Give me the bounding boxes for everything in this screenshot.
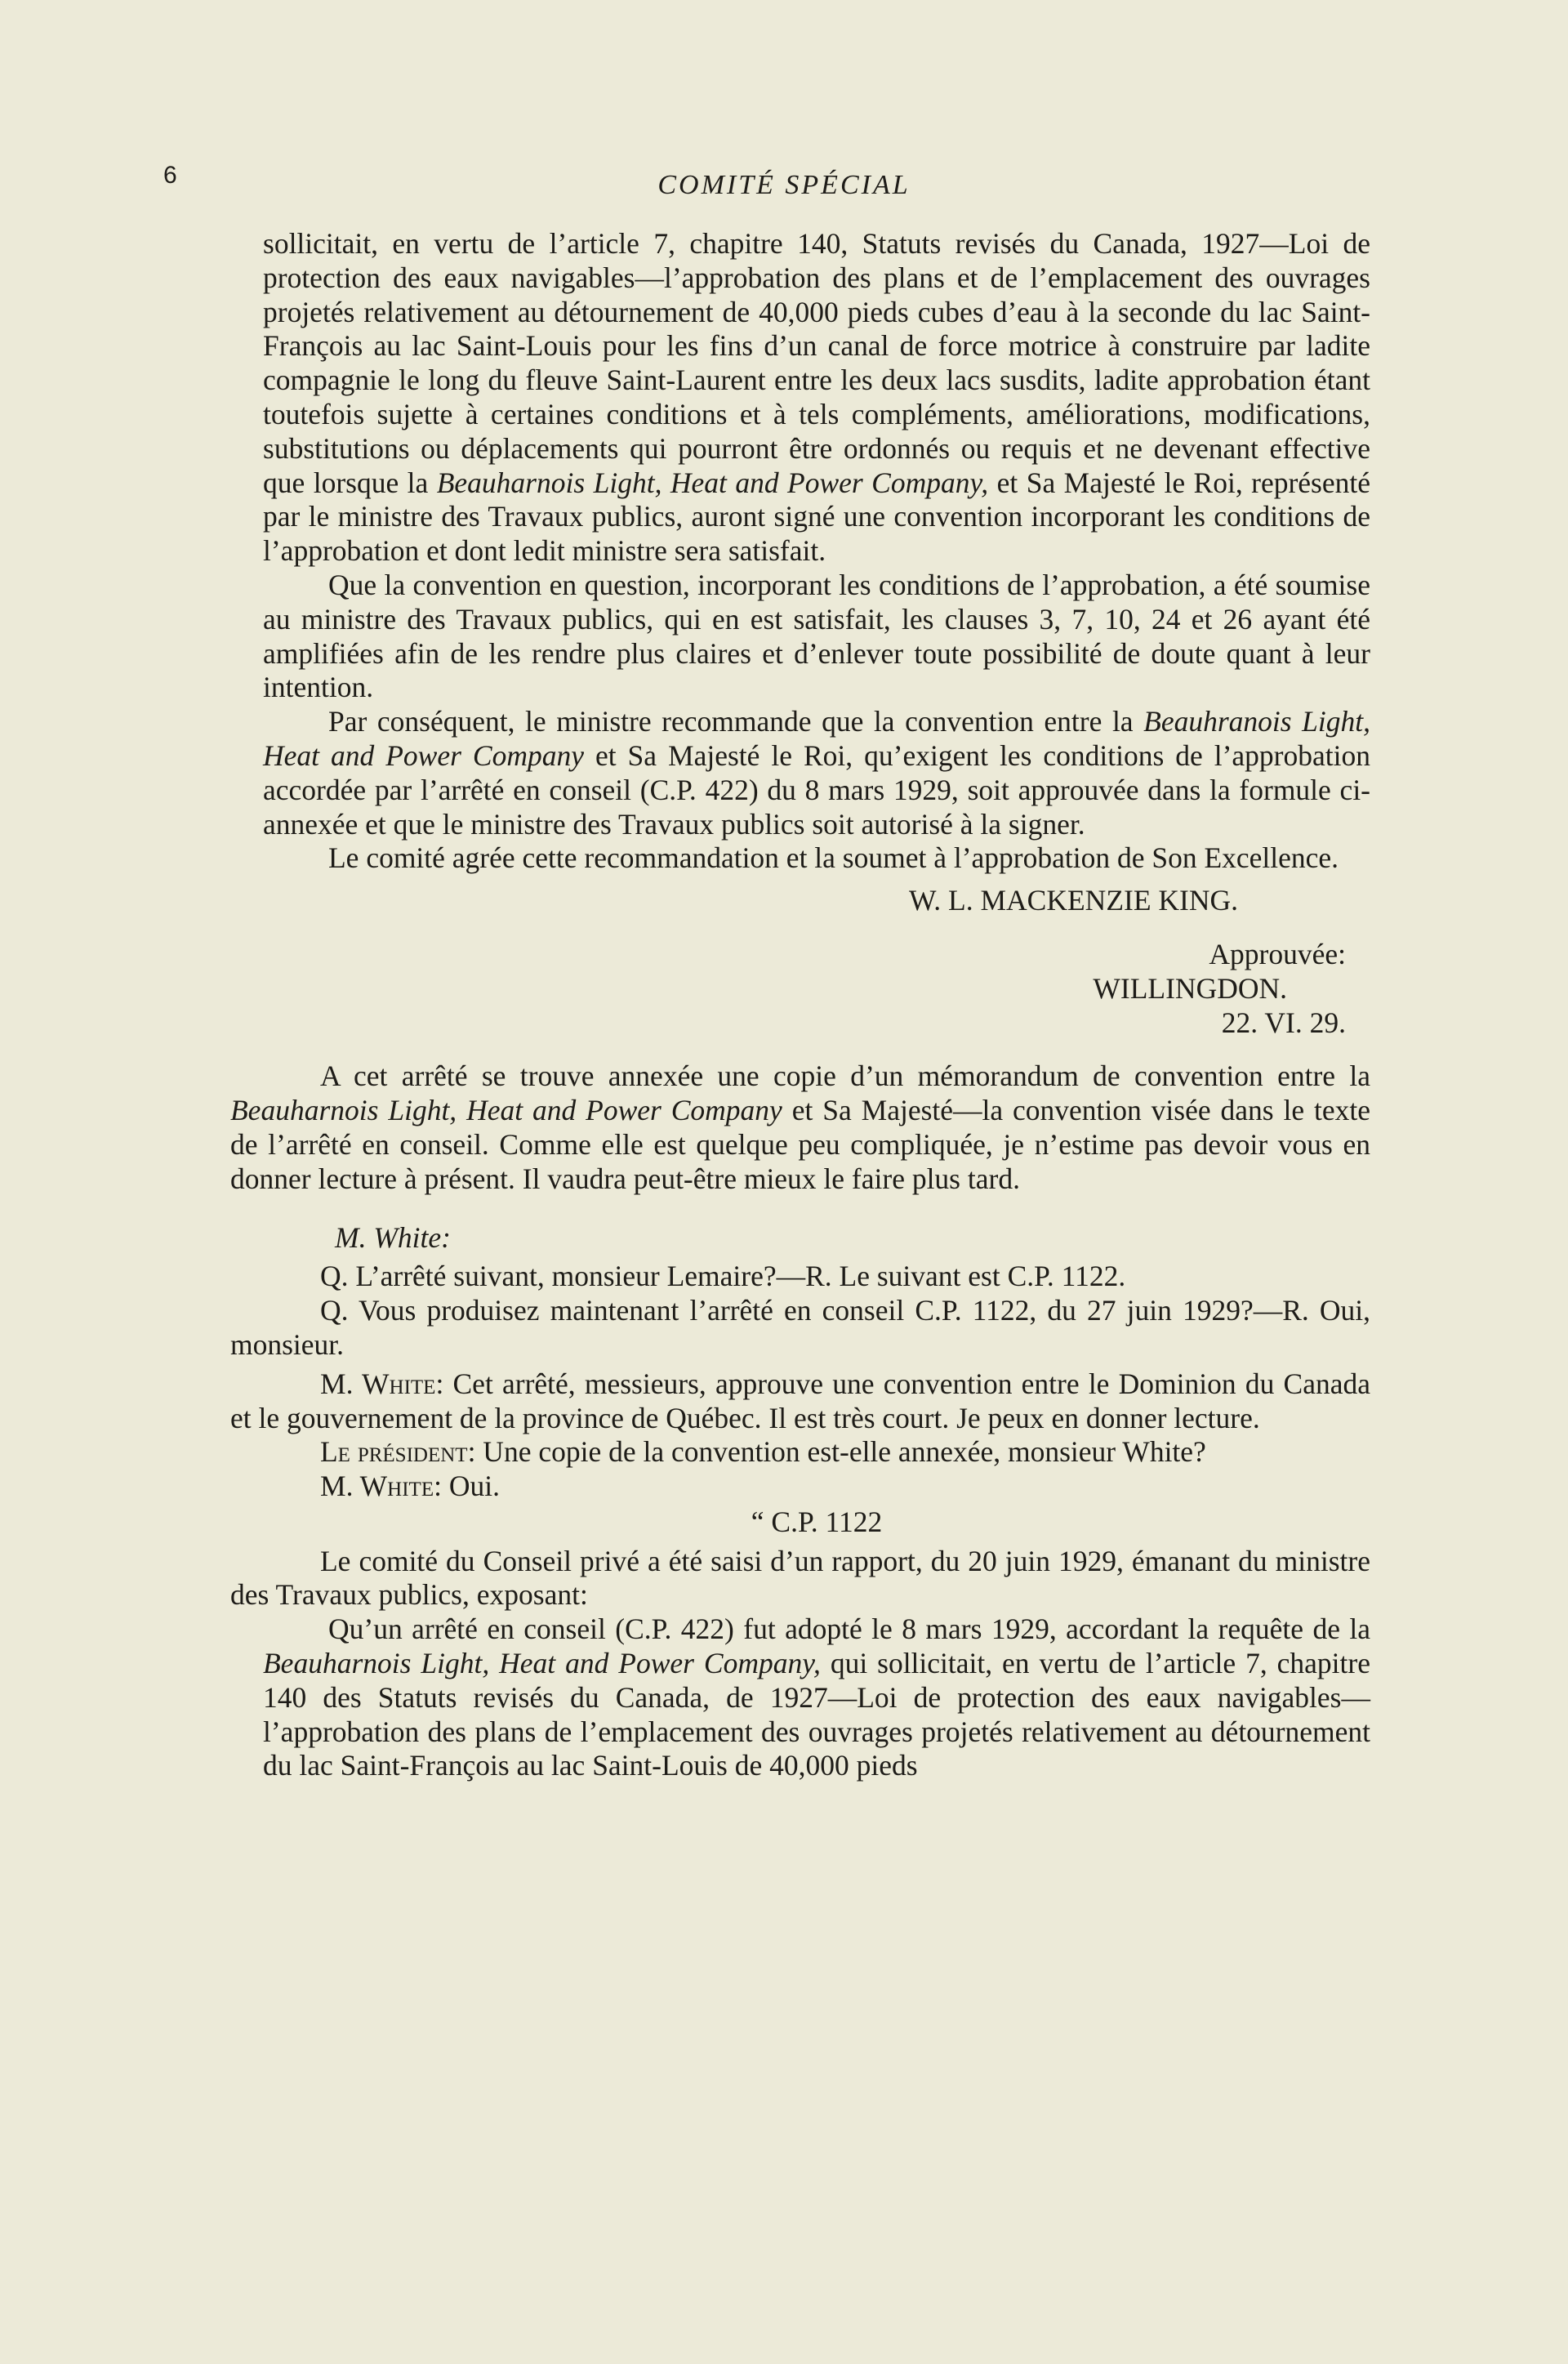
paragraph-2: Que la convention en question, incorporant les conditions de l’approbation, a été soumise au ministre des Travaux publics, qui en est satisfait, les clauses 3, 7, 10, 24 et 26 ayant été amplifiées afin de les rendre plus claires et d’enlever toute possibilité de doute quant à leur intention.	[263, 568, 1370, 704]
paragraph-5	[230, 1059, 1370, 1196]
company-name: Beauharnois Light, Heat and Power Company,	[263, 1647, 821, 1680]
president-statement-text: : Une copie de la convention est-elle annexée, monsieur White?	[467, 1435, 1206, 1469]
document-body	[230, 227, 1371, 1783]
running-title: COMITÉ SPÉCIAL	[657, 170, 911, 200]
president-statement	[230, 1435, 1370, 1470]
paragraph-4: Le comité agrée cette recommandation et la soumet à l’approbation de Son Excellence.	[328, 841, 1339, 875]
speaker-label: Le président	[320, 1435, 468, 1469]
company-name: Beauhranois Light, Heat and Power Company	[263, 705, 1370, 772]
white-statement-text: : Cet arrêté, messieurs, approuve une convention entre le Dominion du Canada et le gouvernement de la province de Québec. Il est très court. Je peux en donner lecture.	[230, 1367, 1370, 1434]
speaker-label: M. White	[320, 1367, 436, 1400]
paragraph-5-start: A cet arrêté se trouve annexée une copie d’un mémorandum de convention entre la	[320, 1059, 1370, 1093]
paragraph-7-start: Qu’un arrêté en conseil (C.P. 422) fut adopté le 8 mars 1929, accordant la requête de la	[328, 1612, 1370, 1646]
white-reply	[230, 1470, 1370, 1504]
paragraph-7	[263, 1612, 1370, 1783]
cp-heading: “ C.P. 1122	[751, 1505, 883, 1538]
speaker-heading: M. White:	[335, 1220, 451, 1254]
paragraph-5-end: et Sa Majesté—la convention visée dans le texte de l’arrêté en conseil. Comme elle est quelque peu compliquée, je n’estime pas devoir vous en donner lecture à présent. Il vaudra peut-être mieux le faire plus tard.	[230, 1094, 1371, 1195]
paragraph-1-text: sollicitait, en vertu de l’article 7, chapitre 140, Statuts revisés du Canada, 1927—Loi de protection des eaux navigables—l’approbation des plans et de l’emplacement des ouvrages projetés relativement au détournement de 40,000 pieds cubes d’eau à la seconde du lac Saint-François au lac Saint-Louis pour les fins d’un canal de force motrice à construire par ladite compagnie le long du fleuve Saint-Laurent entre les deux lacs susdits, ladite approbation étant toutefois sujette à certaines conditions et à tels compléments, améliorations, modifications, substitutions ou déplacements qui pourront être ordonnés ou requis et ne devenant effective que lorsque la	[263, 227, 1370, 499]
signature-king: W. L. MACKENZIE KING.	[909, 884, 1238, 917]
question-1: Q. L’arrêté suivant, monsieur Lemaire?—R. Le suivant est C.P. 1122.	[320, 1260, 1126, 1293]
company-name: Beauharnois Light, Heat and Power Company,	[436, 466, 989, 499]
page-number: 6	[163, 162, 177, 189]
paragraph-1	[263, 227, 1370, 569]
signature-approved: Approuvée:	[1209, 937, 1346, 970]
paragraph-1-end: et Sa Majesté le Roi, représenté par le ministre des Travaux publics, auront signé une convention incorporant les conditions de l’approbation et dont ledit ministre sera satisfait.	[263, 466, 1370, 568]
paragraph-6: Le comité du Conseil privé a été saisi d’un rapport, du 20 juin 1929, émanant du ministre des Travaux publics, exposant:	[230, 1544, 1370, 1612]
question-2: Q. Vous produisez maintenant l’arrêté en conseil C.P. 1122, du 27 juin 1929?—R. Oui, monsieur.	[230, 1294, 1370, 1361]
white-statement	[230, 1367, 1370, 1436]
company-name: Beauharnois Light, Heat and Power Company	[230, 1094, 782, 1127]
paragraph-7-end: qui sollicitait, en vertu de l’article 7, chapitre 140 des Statuts revisés du Canada, de 1927—Loi de protection des eaux navigables—l’approbation des plans de l’emplacement des ouvrages projetés relativement au détournement du lac Saint-François au lac Saint-Louis de 40,000 pieds	[263, 1647, 1370, 1782]
paragraph-3-start: Par conséquent, le ministre recommande que la convention entre la	[328, 705, 1144, 738]
signature-date: 22. VI. 29.	[1221, 1006, 1346, 1039]
signature-willingdon: WILLINGDON.	[1093, 971, 1287, 1005]
paragraph-3-end: et Sa Majesté le Roi, qu’exigent les conditions de l’approbation accordée par l’arrêté en conseil (C.P. 422) du 8 mars 1929, soit approuvée dans la formule ci-annexée et que le ministre des Travaux publics soit autorisé à la signer.	[263, 738, 1370, 841]
paragraph-3	[263, 705, 1370, 841]
white-reply-text: : Oui.	[434, 1470, 500, 1503]
speaker-label: M. White	[320, 1470, 434, 1503]
